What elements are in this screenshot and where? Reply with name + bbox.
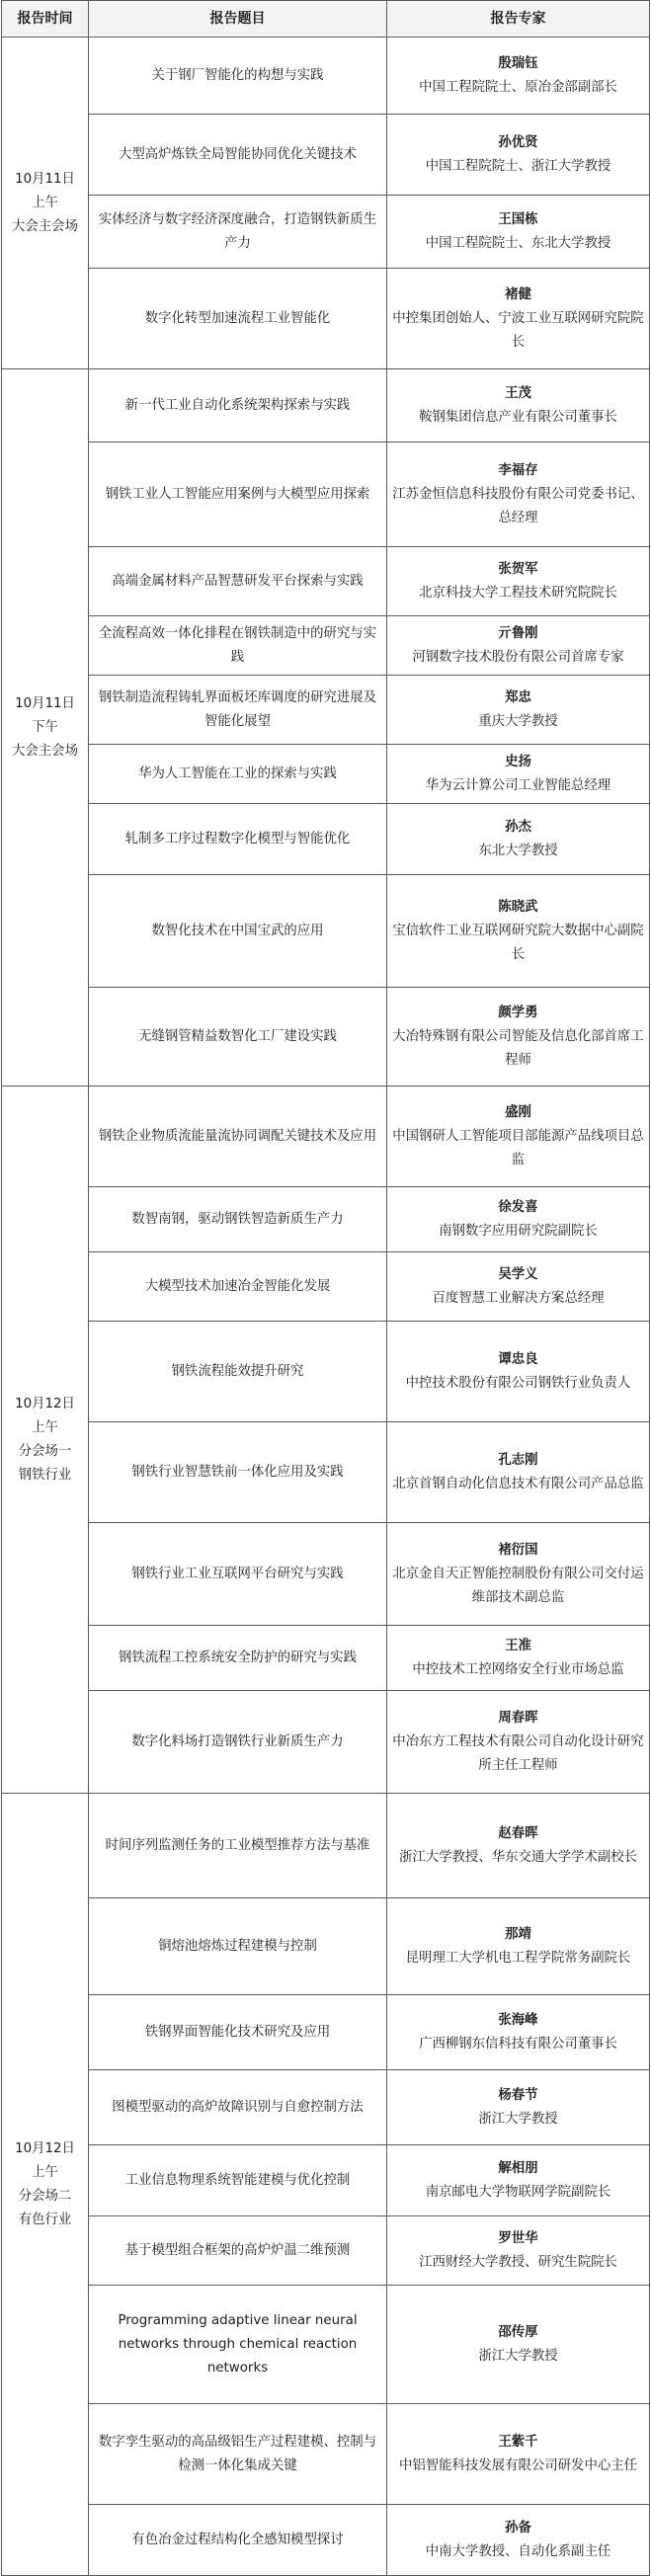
speaker-name: 周春晖	[498, 1710, 538, 1726]
report-topic: 数字化转型加速流程工业智能化	[89, 269, 387, 369]
speaker-name: 张贺军	[498, 561, 538, 577]
speaker-cell	[387, 2404, 650, 2505]
speaker-affiliation: 江苏金恒信息科技股份有限公司党委书记、总经理	[392, 486, 644, 525]
report-topic: 有色冶金过程结构化全感知模型探讨	[89, 2505, 387, 2576]
speaker-affiliation: 河钢数字技术股份有限公司首席专家	[412, 649, 624, 665]
speaker-name: 史扬	[505, 754, 531, 769]
speaker-affiliation: 东北大学教授	[478, 843, 558, 858]
report-topic: 大型高炉炼铁全局智能协同优化关键技术	[89, 115, 387, 196]
speaker-cell	[387, 1422, 650, 1523]
table-row	[2, 2145, 650, 2216]
speaker-affiliation: 中南大学教授、自动化系副主任	[425, 2543, 611, 2559]
speaker-cell	[387, 988, 650, 1087]
session-time-line: 钢铁行业	[18, 1467, 72, 1483]
speaker-name: 谭忠良	[498, 1351, 538, 1367]
table-row	[2, 1523, 650, 1626]
session-time-line: 上午	[32, 2164, 58, 2180]
table-row	[2, 616, 650, 676]
session-time-cell	[2, 369, 89, 1087]
report-topic: 高端金属材料产品智慧研发平台探索与实践	[89, 547, 387, 616]
speaker-cell	[387, 875, 650, 988]
speaker-affiliation: 北京金自天正智能控制股份有限公司交付运维部技术副总监	[392, 1566, 644, 1605]
report-topic: 钢铁企业物质流能量流协同调配关键技术及应用	[89, 1087, 387, 1187]
session-time-line: 分会场一	[18, 1443, 72, 1459]
speaker-name: 郑忠	[505, 689, 531, 705]
table-row	[2, 804, 650, 875]
speaker-name: 赵春晖	[498, 1825, 538, 1841]
speaker-affiliation: 浙江大学教授	[478, 2348, 558, 2364]
report-topic: 华为人工智能在工业的探索与实践	[89, 745, 387, 804]
speaker-affiliation: 昆明理工大学机电工程学院常务副院长	[405, 1950, 631, 1966]
report-topic: 钢铁行业工业互联网平台研究与实践	[89, 1523, 387, 1626]
session-time-line: 10月12日	[15, 1396, 75, 1411]
speaker-cell	[387, 1626, 650, 1691]
header-speaker: 报告专家	[387, 1, 650, 38]
speaker-name: 褚衍国	[498, 1542, 538, 1558]
table-row	[2, 1626, 650, 1691]
speaker-cell	[387, 115, 650, 196]
speaker-affiliation: 中铝智能科技发展有限公司研发中心主任	[398, 2457, 638, 2473]
speaker-name: 孙备	[505, 2520, 531, 2536]
table-row	[2, 1252, 650, 1322]
speaker-name: 王准	[505, 1638, 531, 1653]
report-topic: 关于钢厂智能化的构想与实践	[89, 38, 387, 115]
speaker-name: 王茂	[505, 385, 531, 401]
table-row	[2, 1794, 650, 1898]
table-row	[2, 115, 650, 196]
report-topic: 图模型驱动的高炉故障识别与自愈控制方法	[89, 2070, 387, 2145]
table-row	[2, 269, 650, 369]
schedule-table	[1, 0, 650, 2576]
speaker-name: 殷瑞钰	[498, 55, 538, 71]
report-topic: 时间序列监测任务的工业模型推荐方法与基准	[89, 1794, 387, 1898]
table-row	[2, 875, 650, 988]
speaker-name: 解相朋	[498, 2160, 538, 2176]
speaker-cell	[387, 1322, 650, 1422]
session-time-cell	[2, 38, 89, 369]
header-row	[2, 1, 650, 38]
speaker-cell	[387, 2070, 650, 2145]
session-time-line: 10月11日	[15, 695, 75, 711]
table-row	[2, 2505, 650, 2576]
report-topic: 钢铁流程工控系统安全防护的研究与实践	[89, 1626, 387, 1691]
speaker-affiliation: 宝信软件工业互联网研究院大数据中心副院长	[392, 923, 644, 962]
report-topic: 工业信息物理系统智能建模与优化控制	[89, 2145, 387, 2216]
report-topic: 铁钢界面智能化技术研究及应用	[89, 1995, 387, 2070]
speaker-name: 李福存	[498, 462, 538, 478]
speaker-cell	[387, 804, 650, 875]
report-topic: 数智化技术在中国宝武的应用	[89, 875, 387, 988]
table-row	[2, 2404, 650, 2505]
session-time-line: 上午	[32, 1419, 58, 1435]
report-topic: 大模型技术加速冶金智能化发展	[89, 1252, 387, 1322]
speaker-affiliation: 浙江大学教授	[478, 2111, 558, 2127]
speaker-cell	[387, 38, 650, 115]
table-row	[2, 745, 650, 804]
speaker-affiliation: 中国工程院院士、原冶金部副部长	[419, 79, 617, 95]
speaker-name: 王国栋	[498, 211, 538, 227]
table-row	[2, 1691, 650, 1794]
speaker-affiliation: 江西财经大学教授、研究生院院长	[419, 2254, 617, 2270]
speaker-cell	[387, 745, 650, 804]
speaker-cell	[387, 1252, 650, 1322]
speaker-cell	[387, 443, 650, 547]
session-time-line: 10月11日	[15, 171, 75, 187]
table-row	[2, 443, 650, 547]
speaker-affiliation: 鞍钢集团信息产业有限公司董事长	[419, 409, 617, 425]
speaker-cell	[387, 1794, 650, 1898]
speaker-cell	[387, 1087, 650, 1187]
speaker-name: 亓鲁刚	[498, 625, 538, 641]
speaker-name: 邵传厚	[498, 2324, 538, 2340]
session-time-line: 10月12日	[15, 2140, 75, 2156]
speaker-name: 张海峰	[498, 2012, 538, 2028]
speaker-cell	[387, 2286, 650, 2404]
report-topic: 全流程高效一体化排程在钢铁制造中的研究与实践	[89, 616, 387, 676]
speaker-affiliation: 中控技术股份有限公司钢铁行业负责人	[405, 1375, 631, 1391]
table-row	[2, 676, 650, 745]
speaker-affiliation: 中控集团创始人、宁波工业互联网研究院院长	[392, 310, 644, 350]
report-topic: 数智南钢，驱动钢铁智造新质生产力	[89, 1187, 387, 1252]
header-time: 报告时间	[2, 1, 89, 38]
speaker-name: 罗世华	[498, 2230, 538, 2246]
report-topic: 基于模型组合框架的高炉炉温二维预测	[89, 2216, 387, 2286]
speaker-name: 那靖	[505, 1926, 531, 1942]
speaker-affiliation: 南钢数字应用研究院副院长	[439, 1223, 598, 1239]
table-row	[2, 1322, 650, 1422]
speaker-cell	[387, 676, 650, 745]
speaker-name: 徐发喜	[498, 1199, 538, 1215]
session-time-line: 下午	[32, 719, 58, 735]
header-topic: 报告题目	[89, 1, 387, 38]
session-time-line: 大会主会场	[12, 743, 78, 759]
report-topic: 轧制多工序过程数字化模型与智能优化	[89, 804, 387, 875]
report-topic: 铜熔池熔炼过程建模与控制	[89, 1898, 387, 1995]
table-row	[2, 1187, 650, 1252]
speaker-cell	[387, 2505, 650, 2576]
report-topic: 无缝钢管精益数智化工厂建设实践	[89, 988, 387, 1087]
speaker-name: 褚健	[505, 286, 531, 302]
speaker-cell	[387, 1898, 650, 1995]
table-row	[2, 38, 650, 115]
speaker-affiliation: 浙江大学教授、华东交通大学学术副校长	[398, 1849, 638, 1865]
speaker-name: 杨春节	[498, 2087, 538, 2103]
table-row	[2, 1087, 650, 1187]
report-topic: 钢铁行业智慧铁前一体化应用及实践	[89, 1422, 387, 1523]
speaker-cell	[387, 369, 650, 443]
table-row	[2, 547, 650, 616]
table-row	[2, 1898, 650, 1995]
speaker-name: 王紫千	[498, 2434, 538, 2450]
table-row	[2, 2070, 650, 2145]
speaker-affiliation: 重庆大学教授	[478, 713, 558, 729]
session-time-line: 上午	[32, 195, 58, 210]
report-topic: 钢铁流程能效提升研究	[89, 1322, 387, 1422]
speaker-name: 盛刚	[505, 1104, 531, 1120]
speaker-affiliation: 百度智慧工业解决方案总经理	[432, 1290, 605, 1306]
speaker-name: 孔志刚	[498, 1452, 538, 1468]
report-topic: Programming adaptive linear neural networks through chemical reaction networks	[89, 2286, 387, 2404]
speaker-cell	[387, 1995, 650, 2070]
speaker-cell	[387, 616, 650, 676]
speaker-affiliation: 北京科技大学工程技术研究院院长	[419, 585, 617, 601]
speaker-cell	[387, 1187, 650, 1252]
session-time-line: 分会场二	[18, 2188, 72, 2204]
report-topic: 实体经济与数字经济深度融合，打造钢铁新质生产力	[89, 196, 387, 269]
speaker-name: 孙杰	[505, 819, 531, 835]
session-time-line: 有色行业	[18, 2212, 72, 2227]
report-topic: 钢铁制造流程铸轧界面板坯库调度的研究进展及智能化展望	[89, 676, 387, 745]
speaker-affiliation: 中国工程院院士、东北大学教授	[425, 235, 611, 251]
speaker-cell	[387, 1691, 650, 1794]
speaker-name: 孙优贤	[498, 134, 538, 150]
speaker-affiliation: 大冶特殊钢有限公司智能及信息化部首席工程师	[392, 1028, 644, 1068]
speaker-affiliation: 华为云计算公司工业智能总经理	[425, 777, 611, 793]
report-topic: 数字化料场打造钢铁行业新质生产力	[89, 1691, 387, 1794]
speaker-affiliation: 南京邮电大学物联网学院副院长	[425, 2184, 611, 2200]
table-row	[2, 1422, 650, 1523]
schedule-body	[2, 38, 650, 2576]
speaker-cell	[387, 547, 650, 616]
session-time-line: 大会主会场	[12, 218, 78, 234]
speaker-affiliation: 中国工程院院士、浙江大学教授	[425, 158, 611, 174]
speaker-cell	[387, 269, 650, 369]
report-topic: 数字孪生驱动的高品级铝生产过程建模、控制与检测一体化集成关键	[89, 2404, 387, 2505]
table-row	[2, 196, 650, 269]
speaker-name: 颜学勇	[498, 1005, 538, 1020]
report-topic: 钢铁工业人工智能应用案例与大模型应用探索	[89, 443, 387, 547]
report-topic: 新一代工业自动化系统架构探索与实践	[89, 369, 387, 443]
table-row	[2, 1995, 650, 2070]
speaker-affiliation: 北京首钢自动化信息技术有限公司产品总监	[392, 1476, 644, 1491]
speaker-cell	[387, 2145, 650, 2216]
speaker-cell	[387, 2216, 650, 2286]
speaker-name: 吴学义	[498, 1266, 538, 1282]
table-row	[2, 988, 650, 1087]
speaker-cell	[387, 1523, 650, 1626]
speaker-affiliation: 中冶东方工程技术有限公司自动化设计研究所主任工程师	[392, 1733, 644, 1773]
session-time-cell	[2, 1794, 89, 2576]
table-row	[2, 369, 650, 443]
table-row	[2, 2286, 650, 2404]
session-time-cell	[2, 1087, 89, 1794]
speaker-affiliation: 中国钢研人工智能项目部能源产品线项目总监	[392, 1128, 644, 1167]
speaker-affiliation: 中控技术工控网络安全行业市场总监	[412, 1661, 624, 1677]
table-row	[2, 2216, 650, 2286]
speaker-affiliation: 广西柳钢东信科技有限公司董事长	[419, 2036, 617, 2052]
speaker-name: 陈晓武	[498, 899, 538, 915]
speaker-cell	[387, 196, 650, 269]
